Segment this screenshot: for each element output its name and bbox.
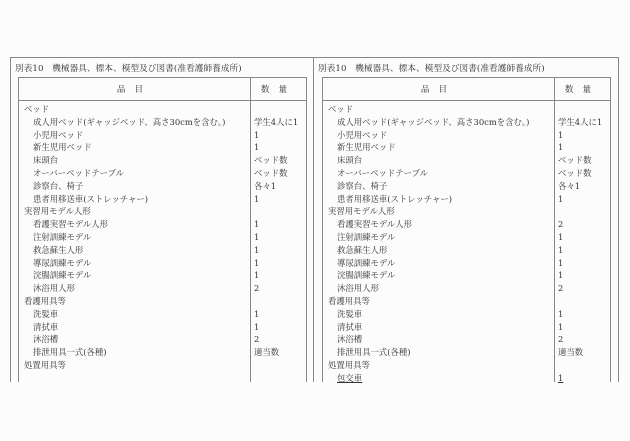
item-quantity: 1 xyxy=(558,372,564,383)
item-quantity: 1 xyxy=(558,129,564,140)
table-row xyxy=(19,193,306,206)
item-name: 沐浴槽 xyxy=(337,334,363,345)
item-quantity: 1 xyxy=(558,257,564,268)
item-name: 診察台、椅子 xyxy=(337,180,388,191)
item-name: 排泄用具一式(各種) xyxy=(33,347,107,358)
item-quantity: 2 xyxy=(254,334,260,345)
table-row xyxy=(323,308,610,321)
category-name: 実習用モデル人形 xyxy=(24,206,91,217)
left-equipment-table xyxy=(18,77,307,382)
item-name: 清拭車 xyxy=(33,321,59,332)
item-name: 包交車 xyxy=(337,372,363,383)
table-row xyxy=(323,321,610,334)
item-quantity: 1 xyxy=(254,219,260,230)
item-name: 救急蘇生人形 xyxy=(33,244,84,255)
category-name: ベッド xyxy=(328,104,354,114)
item-name: 導尿訓練モデル xyxy=(337,257,396,268)
item-name: 救急蘇生人形 xyxy=(337,244,388,255)
item-name: 排泄用具一式(各種) xyxy=(337,347,411,358)
table-row xyxy=(323,180,610,193)
table-row xyxy=(19,231,306,244)
category-name: 看護用具等 xyxy=(328,295,370,306)
item-name: 成人用ベッド(ギャッジベッド、高さ30cmを含む。) xyxy=(337,116,530,127)
table-row xyxy=(19,359,306,372)
item-quantity: ベッド数 xyxy=(254,155,288,166)
item-quantity: 各々1 xyxy=(254,180,277,191)
table-row xyxy=(323,257,610,270)
item-quantity: 1 xyxy=(254,308,260,319)
table-row xyxy=(323,154,610,167)
table-row xyxy=(19,129,306,142)
right-equipment-table xyxy=(322,77,611,382)
item-name: オーバーベッドテーブル xyxy=(337,167,428,178)
item-quantity: 1 xyxy=(254,129,260,140)
item-name: 床頭台 xyxy=(33,155,59,166)
item-quantity: 1 xyxy=(558,142,564,153)
table-row xyxy=(19,180,306,193)
left-page-title: 別表10 機械器具、標本、模型及び図書(准看護師養成所) xyxy=(15,64,242,74)
item-quantity: 2 xyxy=(558,283,564,294)
item-name: 成人用ベッド(ギャッジベッド、高さ30cmを含む。) xyxy=(33,116,226,127)
item-quantity: 1 xyxy=(254,257,260,268)
item-quantity: 1 xyxy=(254,270,260,281)
item-quantity: 2 xyxy=(254,283,260,294)
table-row xyxy=(323,346,610,359)
table-row xyxy=(19,218,306,231)
item-quantity: 1 xyxy=(254,193,260,204)
item-name: 注射訓練モデル xyxy=(337,231,396,242)
category-name: 看護用具等 xyxy=(24,295,66,306)
item-quantity: 1 xyxy=(558,321,564,332)
item-quantity: 1 xyxy=(558,270,564,281)
table-row xyxy=(19,333,306,346)
table-body xyxy=(19,103,306,372)
item-name: 診察台、椅子 xyxy=(33,180,84,191)
table-row xyxy=(323,333,610,346)
table-row xyxy=(19,295,306,308)
table-row xyxy=(19,167,306,180)
item-name: 患者用移送車(ストレッチャー) xyxy=(337,193,453,204)
category-name: 実習用モデル人形 xyxy=(328,206,395,217)
item-quantity: 適当数 xyxy=(558,347,584,358)
item-name: 沐浴槽 xyxy=(33,334,59,345)
item-name: 看護実習モデル人形 xyxy=(337,219,412,230)
item-quantity: 1 xyxy=(254,321,260,332)
category-name: 処置用具等 xyxy=(24,359,66,370)
table-row xyxy=(19,205,306,218)
item-name: 注射訓練モデル xyxy=(33,231,92,242)
item-name: 清拭車 xyxy=(337,321,363,332)
right-page-title: 別表10 機械器具、標本、模型及び図書(准看護師養成所) xyxy=(318,64,545,74)
table-row xyxy=(19,308,306,321)
table-row xyxy=(19,244,306,257)
table-row xyxy=(323,103,610,116)
header-item: 品目 xyxy=(420,85,457,95)
item-quantity: ベッド数 xyxy=(254,167,288,178)
table-row xyxy=(19,321,306,334)
item-quantity: 適当数 xyxy=(254,347,280,358)
table-row xyxy=(323,116,610,129)
table-row xyxy=(19,269,306,282)
category-name: 処置用具等 xyxy=(328,359,370,370)
table-header xyxy=(19,78,306,101)
table-row xyxy=(19,154,306,167)
header-item: 品目 xyxy=(116,85,153,95)
item-quantity: 1 xyxy=(254,142,260,153)
header-quantity: 数量 xyxy=(564,85,601,95)
item-name: オーバーベッドテーブル xyxy=(33,167,124,178)
item-name: 沐浴用人形 xyxy=(337,283,379,294)
table-row xyxy=(19,346,306,359)
table-row xyxy=(323,282,610,295)
item-name: 洗髪車 xyxy=(33,308,59,319)
item-quantity: 1 xyxy=(558,193,564,204)
table-row xyxy=(323,244,610,257)
item-name: 患者用移送車(ストレッチャー) xyxy=(33,193,149,204)
left-page-frame xyxy=(10,57,314,382)
category-name: ベッド xyxy=(24,104,50,114)
table-row xyxy=(323,141,610,154)
table-row xyxy=(323,359,610,372)
table-row xyxy=(19,116,306,129)
table-row xyxy=(323,129,610,142)
table-row xyxy=(19,282,306,295)
item-name: 新生児用ベッド xyxy=(337,142,396,153)
item-quantity: ベッド数 xyxy=(558,155,592,166)
item-quantity: 1 xyxy=(254,244,260,255)
table-row xyxy=(19,257,306,270)
right-page-frame xyxy=(313,57,619,382)
item-quantity: 2 xyxy=(558,334,564,345)
table-header xyxy=(323,78,610,101)
table-body xyxy=(323,103,610,385)
item-name: 浣腸訓練モデル xyxy=(33,270,92,281)
table-row xyxy=(323,231,610,244)
item-quantity: 学生4人に1 xyxy=(558,116,603,127)
item-quantity: 1 xyxy=(254,231,260,242)
item-quantity: ベッド数 xyxy=(558,167,592,178)
item-name: 沐浴用人形 xyxy=(33,283,75,294)
item-name: 看護実習モデル人形 xyxy=(33,219,108,230)
table-row xyxy=(323,205,610,218)
table-row xyxy=(19,141,306,154)
item-name: 床頭台 xyxy=(337,155,363,166)
item-name: 導尿訓練モデル xyxy=(33,257,92,268)
item-quantity: 学生4人に1 xyxy=(254,116,299,127)
table-row xyxy=(323,167,610,180)
item-quantity: 2 xyxy=(558,219,564,230)
item-quantity: 1 xyxy=(558,231,564,242)
table-row xyxy=(323,372,610,385)
item-name: 洗髪車 xyxy=(337,308,363,319)
item-name: 浣腸訓練モデル xyxy=(337,270,396,281)
table-row xyxy=(323,269,610,282)
table-row xyxy=(323,218,610,231)
table-row xyxy=(323,193,610,206)
item-name: 小児用ベッド xyxy=(33,129,84,140)
item-quantity: 1 xyxy=(558,308,564,319)
table-row xyxy=(19,103,306,116)
item-name: 小児用ベッド xyxy=(337,129,388,140)
item-quantity: 各々1 xyxy=(558,180,581,191)
item-quantity: 1 xyxy=(558,244,564,255)
header-quantity: 数量 xyxy=(260,85,297,95)
item-name: 新生児用ベッド xyxy=(33,142,92,153)
table-row xyxy=(323,295,610,308)
